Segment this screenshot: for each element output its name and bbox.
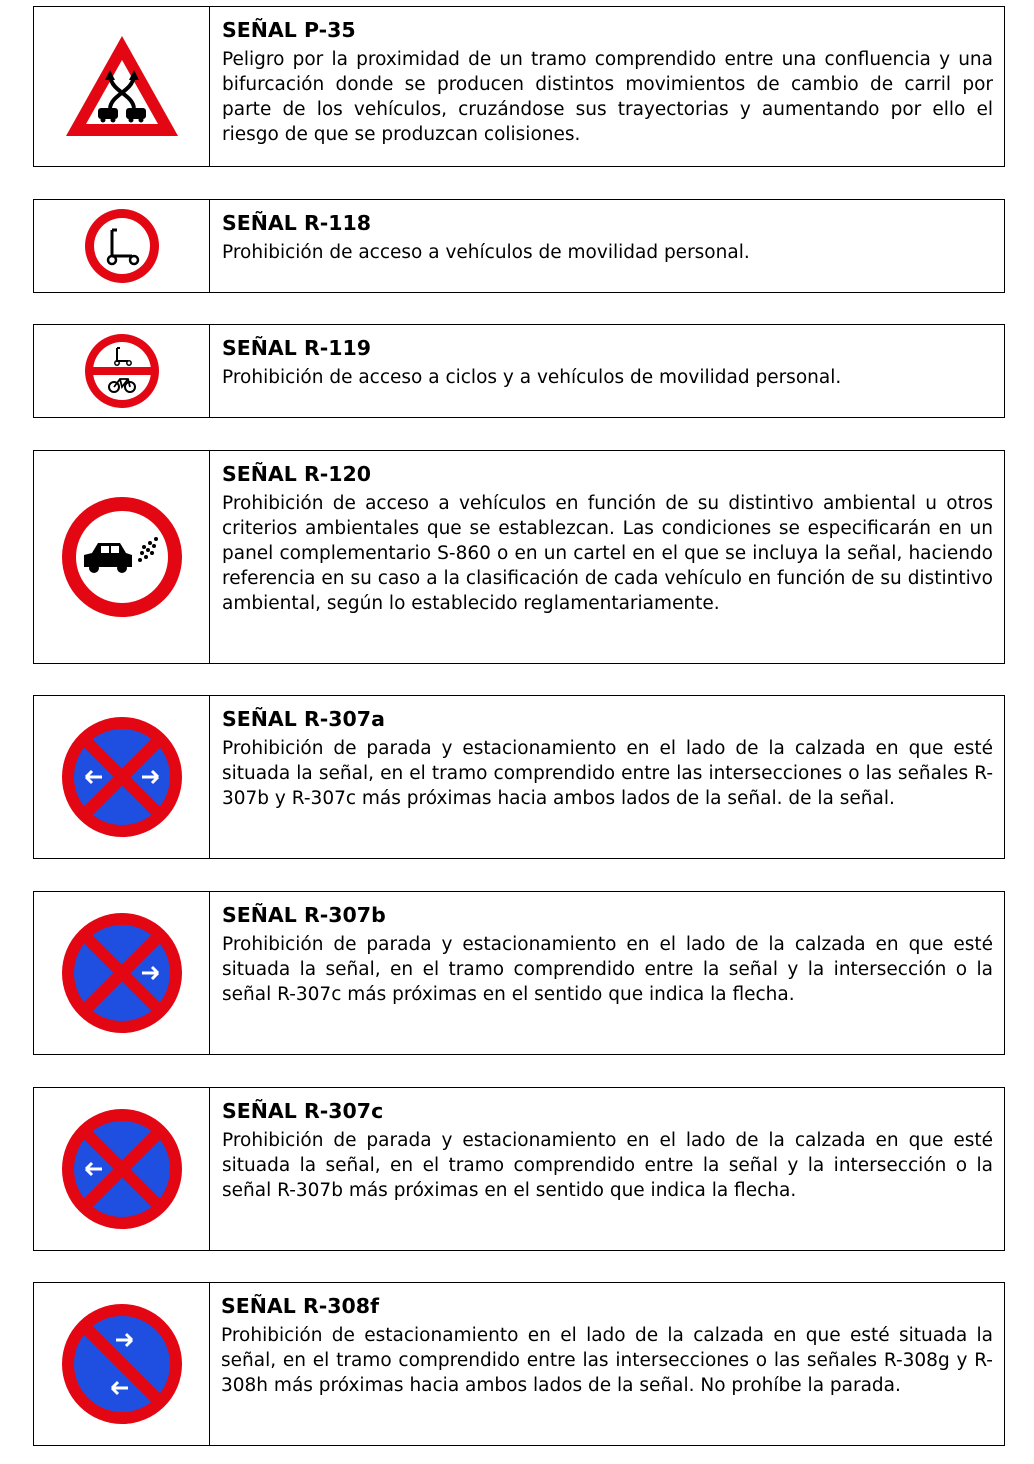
sign-row-r120 — [33, 450, 1005, 664]
no-parking-both-sides-icon — [60, 1302, 184, 1426]
sign-text-cell — [210, 696, 1004, 858]
sign-code: SEÑAL R-307a — [222, 707, 385, 731]
sign-icon-cell — [34, 696, 210, 858]
sign-row-r308f — [33, 1282, 1005, 1446]
sign-icon-cell — [34, 1088, 210, 1250]
sign-row-r307a — [33, 695, 1005, 859]
sign-description: Prohibición de parada y estacionamiento en el lado de la calzada en que esté situada la señal, en el tramo comprendido entre la señal y la intersección o la señal R-307c más próximas en el sentido que indica la flecha. — [222, 934, 993, 1005]
no-stopping-left-icon — [60, 1107, 184, 1231]
sign-icon-cell — [34, 325, 210, 417]
no-stopping-both-sides-icon — [60, 715, 184, 839]
sign-text-cell — [210, 7, 1004, 166]
sign-text-cell — [210, 892, 1004, 1054]
sign-code: SEÑAL R-307b — [222, 903, 386, 927]
sign-row-r118 — [33, 199, 1005, 293]
sign-code: SEÑAL R-119 — [222, 336, 372, 360]
sign-text-cell — [210, 325, 1004, 417]
sign-description: Prohibición de acceso a vehículos de movilidad personal. — [222, 242, 750, 263]
sign-icon-cell — [34, 1283, 210, 1445]
sign-text-cell — [210, 451, 1004, 663]
sign-icon-cell — [34, 892, 210, 1054]
sign-icon-cell — [34, 451, 210, 663]
sign-row-r307c — [33, 1087, 1005, 1251]
sign-description: Prohibición de acceso a ciclos y a vehículos de movilidad personal. — [222, 367, 842, 388]
sign-description: Prohibición de parada y estacionamiento en el lado de la calzada en que esté situada la señal, en el tramo comprendido entre la señal y la intersección o la señal R-307b más próximas en el sentido que indica la flecha. — [222, 1130, 993, 1201]
sign-description: Prohibición de parada y estacionamiento en el lado de la calzada en que esté situada la señal, en el tramo comprendido entre las intersecciones o las señales R-307b y R-307c más próximas hacia ambos lados de la señal. de la señal. — [222, 738, 993, 809]
sign-code: SEÑAL R-308f — [221, 1294, 379, 1318]
no-polluting-vehicle-icon — [60, 495, 184, 619]
sign-description: Prohibición de acceso a vehículos en función de su distintivo ambiental u otros criterios ambientales que se establezcan. Las condiciones se especificarán en un panel complementario S-860 o en un cartel en el que se incluya la señal, haciendo referencia en su caso a la clasificación de cada vehículo en función de su distintivo ambiental, según lo establecido reglamentariamente. — [222, 493, 993, 614]
sign-icon-cell — [34, 200, 210, 292]
sign-description: Prohibición de estacionamiento en el lado de la calzada en que esté situada la señal, en el tramo comprendido entre las intersecciones o las señales R-308g y R-308h más próximas hacia ambos lados de la señal. No prohíbe la parada. — [221, 1325, 993, 1396]
warning-triangle-merge-icon — [62, 32, 182, 142]
sign-row-r307b — [33, 891, 1005, 1055]
sign-code: SEÑAL R-118 — [222, 211, 372, 235]
no-bicycle-scooter-icon — [82, 331, 162, 411]
sign-text-cell — [210, 1283, 1004, 1445]
sign-description: Peligro por la proximidad de un tramo comprendido entre una confluencia y una bifurcación donde se producen distintos movimientos de cambio de carril por parte de los vehículos, cruzándose sus trayectorias y aumentando por ello el riesgo de que se produzcan colisiones. — [222, 49, 993, 145]
sign-text-cell — [210, 200, 1004, 292]
sign-row-p35 — [33, 6, 1005, 167]
sign-code: SEÑAL P-35 — [222, 18, 356, 42]
sign-icon-cell — [34, 7, 210, 166]
sign-text-cell — [210, 1088, 1004, 1250]
sign-code: SEÑAL R-307c — [222, 1099, 384, 1123]
sign-row-r119 — [33, 324, 1005, 418]
sign-code: SEÑAL R-120 — [222, 462, 372, 486]
no-stopping-right-icon — [60, 911, 184, 1035]
no-scooter-icon — [82, 206, 162, 286]
